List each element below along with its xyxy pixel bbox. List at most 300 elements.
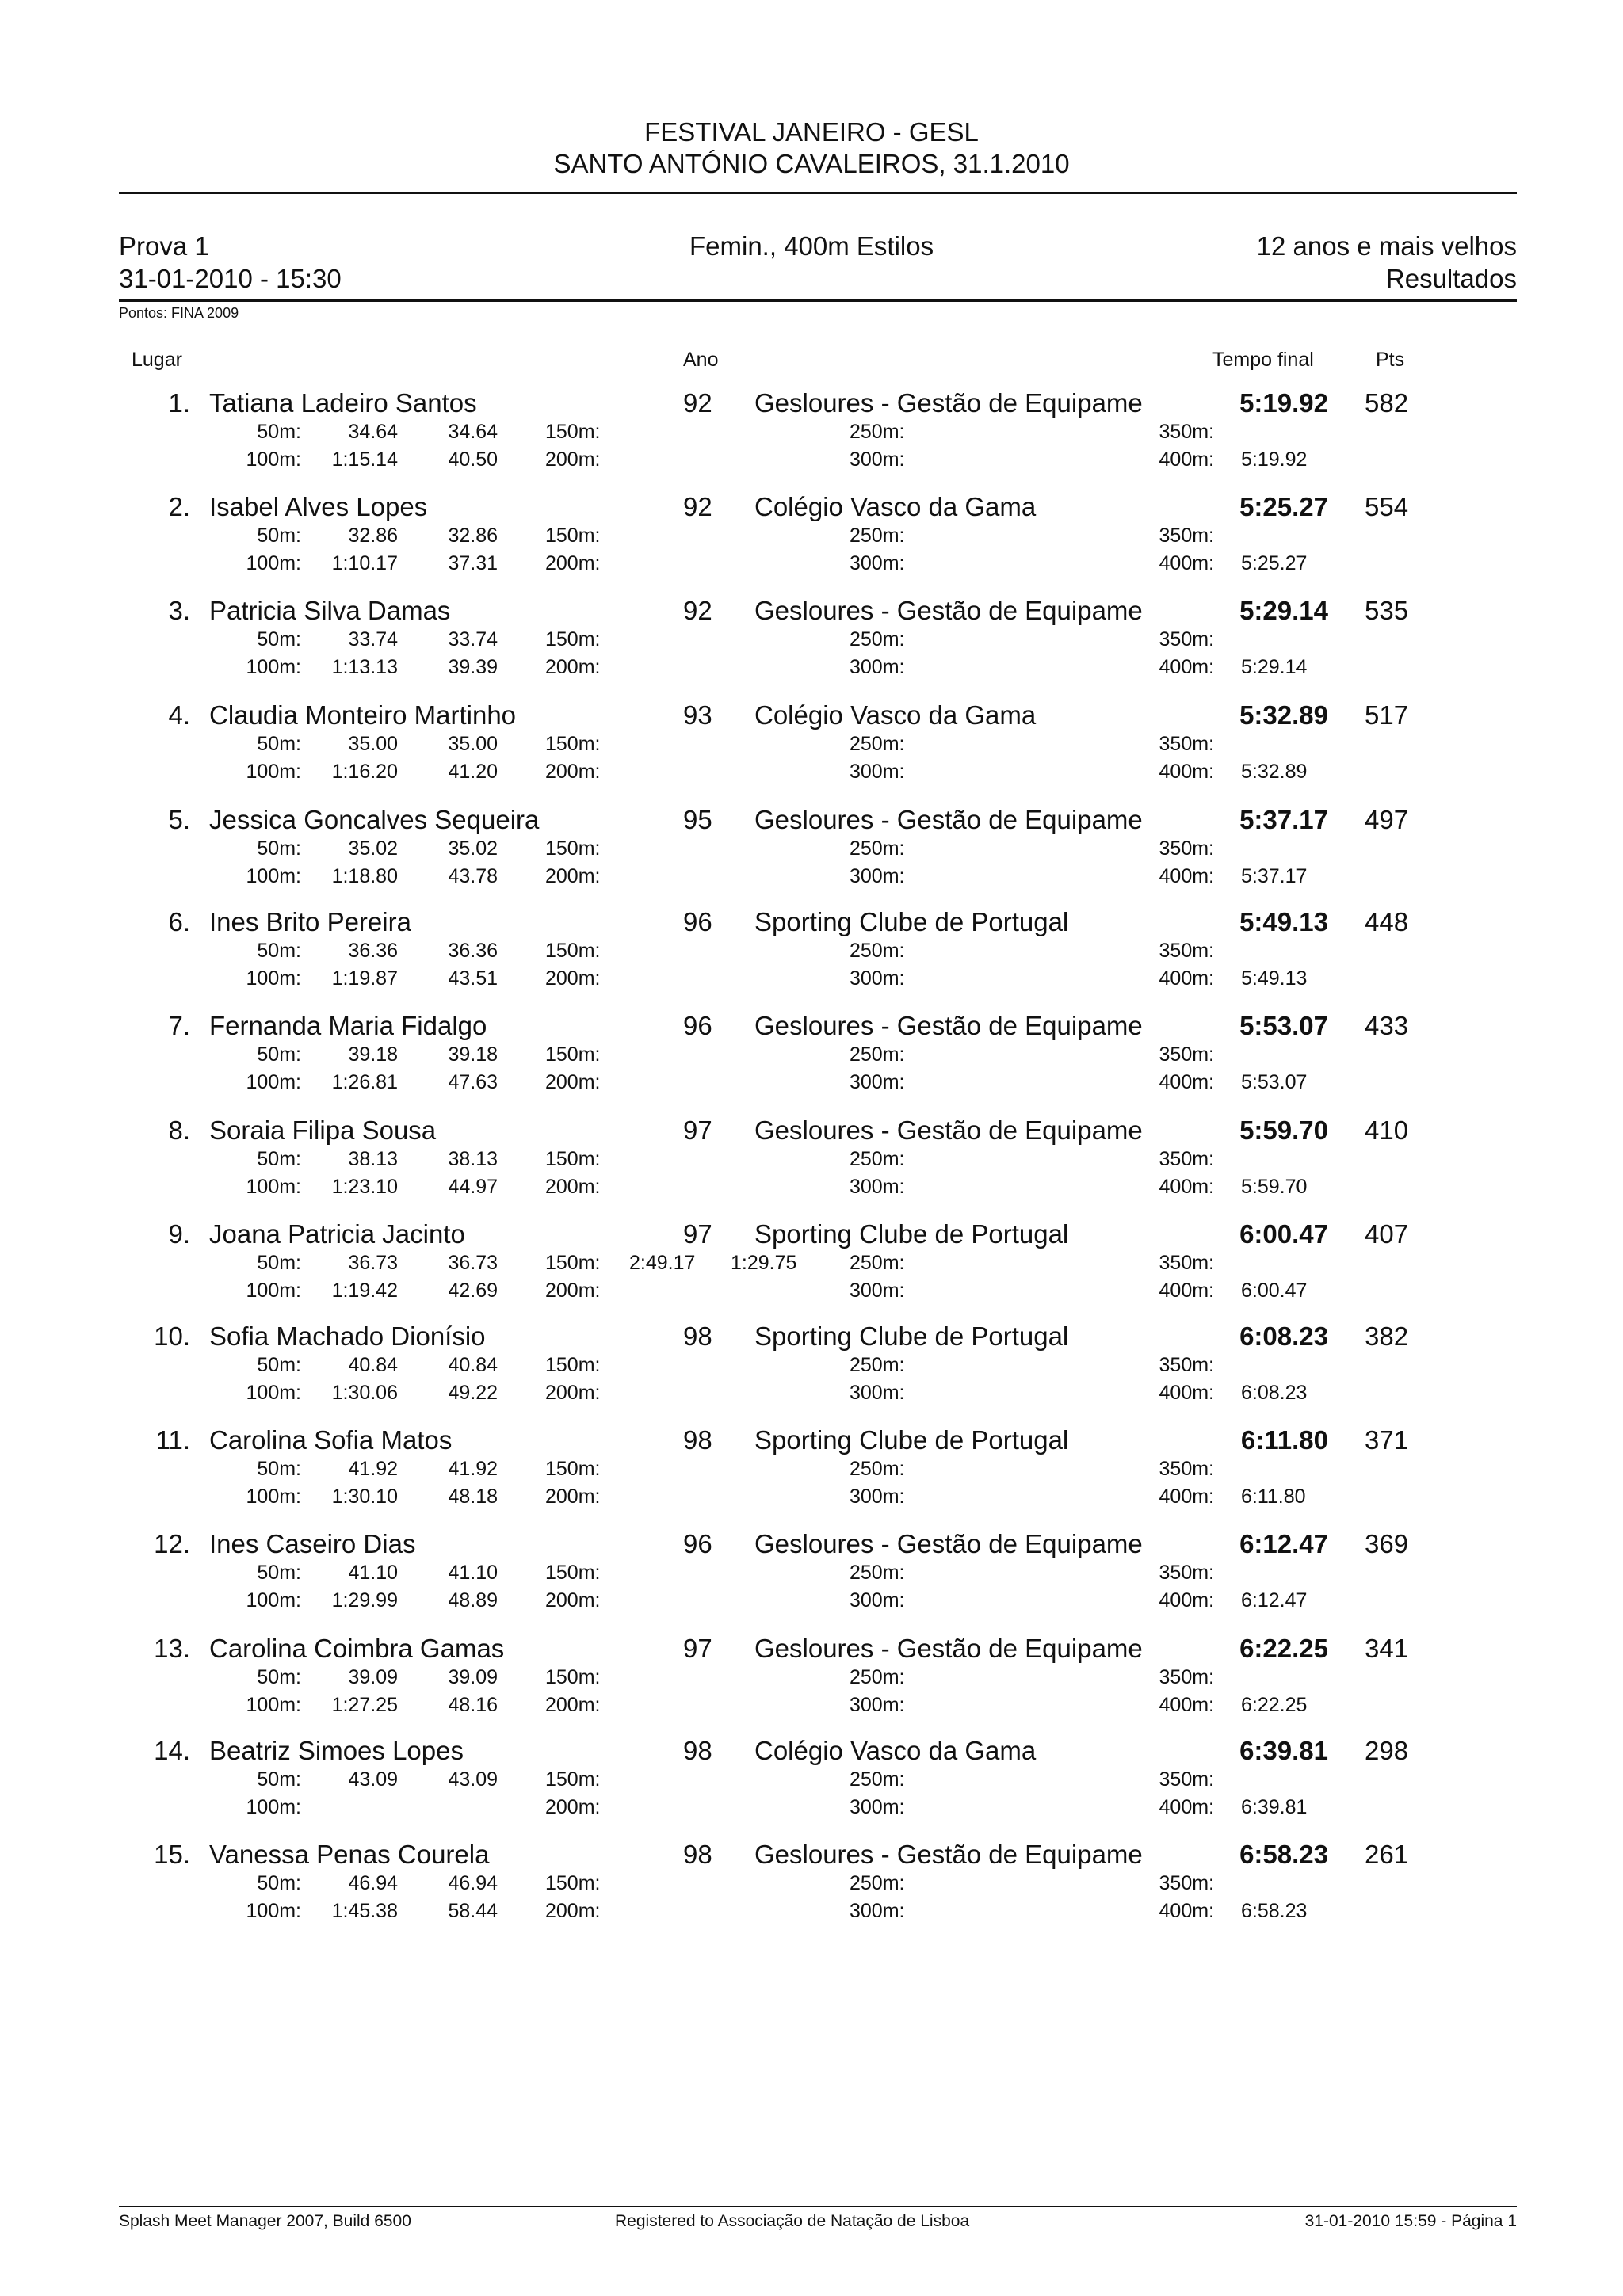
split-label-300m: 300m: [850,448,905,471]
lap-100m: 58.44 [448,1900,498,1922]
split-400m: 6:58.23 [1241,1900,1308,1922]
split-label-100m: 100m: [246,1486,301,1508]
split-label-100m: 100m: [246,1382,301,1404]
final-time: 5:37.17 [1239,805,1328,834]
split-label-100m: 100m: [246,865,301,887]
result-place: 3. [168,596,190,625]
result-place: 2. [168,492,190,521]
swimmer-name: Claudia Monteiro Martinho [209,700,517,730]
split-label-150m: 150m: [545,1666,601,1688]
lap-100m: 43.78 [448,865,498,887]
club-name: Gesloures - Gestão de Equipame [754,1116,1143,1145]
split-100m: 1:26.81 [331,1071,398,1093]
event-datetime: 31-01-2010 - 15:30 [119,264,342,293]
lap-50m: 35.00 [448,733,498,755]
swimmer-name: Fernanda Maria Fidalgo [209,1011,487,1040]
split-50m: 38.13 [348,1148,398,1170]
lap-100m: 43.51 [448,967,498,990]
club-name: Sporting Clube de Portugal [754,907,1069,936]
result-place: 6. [168,907,190,936]
split-label-400m: 400m: [1159,1280,1214,1302]
fina-points: 369 [1365,1529,1409,1558]
split-label-350m: 350m: [1159,524,1214,547]
club-name: Gesloures - Gestão de Equipame [754,1840,1143,1869]
birth-year: 93 [683,700,712,730]
split-50m: 35.02 [348,837,398,860]
club-name: Gesloures - Gestão de Equipame [754,805,1143,834]
lap-100m: 37.31 [448,552,498,574]
club-name: Colégio Vasco da Gama [754,700,1037,730]
result-place: 7. [168,1011,190,1040]
split-400m: 5:59.70 [1241,1176,1308,1198]
split-100m: 1:19.87 [331,967,398,990]
split-label-200m: 200m: [545,1176,601,1198]
club-name: Colégio Vasco da Gama [754,492,1037,521]
swimmer-name: Soraia Filipa Sousa [209,1116,437,1145]
split-label-150m: 150m: [545,421,601,443]
fina-points: 535 [1365,596,1409,625]
lap-50m: 35.02 [448,837,498,860]
split-label-400m: 400m: [1159,1900,1214,1922]
split-label-350m: 350m: [1159,1768,1214,1791]
split-label-250m: 250m: [850,940,905,962]
split-100m: 1:15.14 [331,448,398,471]
split-400m: 6:12.47 [1241,1589,1308,1611]
split-100m: 1:19.42 [331,1280,398,1302]
split-label-150m: 150m: [545,1872,601,1894]
result-place: 1. [168,388,190,418]
split-label-50m: 50m: [257,733,301,755]
swimmer-name: Ines Caseiro Dias [209,1529,416,1558]
split-100m: 1:10.17 [331,552,398,574]
split-label-50m: 50m: [257,1562,301,1584]
split-label-250m: 250m: [850,837,905,860]
split-label-100m: 100m: [246,656,301,678]
lap-100m: 42.69 [448,1280,498,1302]
final-time: 6:00.47 [1239,1219,1328,1249]
final-time: 6:22.25 [1239,1634,1328,1663]
split-50m: 34.64 [348,421,398,443]
split-label-350m: 350m: [1159,940,1214,962]
birth-year: 92 [683,388,712,418]
split-label-400m: 400m: [1159,656,1214,678]
split-label-100m: 100m: [246,1280,301,1302]
fina-points: 407 [1365,1219,1409,1249]
final-time: 5:29.14 [1239,596,1328,625]
event-type: Resultados [1385,264,1517,293]
lap-50m: 43.09 [448,1768,498,1791]
fina-points: 554 [1365,492,1409,521]
fina-points: 298 [1365,1736,1409,1765]
split-label-350m: 350m: [1159,1252,1214,1274]
lap-100m: 40.50 [448,448,498,471]
club-name: Gesloures - Gestão de Equipame [754,1011,1143,1040]
result-place: 11. [155,1425,190,1455]
split-50m: 36.36 [348,940,398,962]
split-label-200m: 200m: [545,967,601,990]
lap-50m: 46.94 [448,1872,498,1894]
split-label-300m: 300m: [850,1382,905,1404]
footer-registration: Registered to Associação de Natação de Lisboa [615,2212,970,2230]
split-label-250m: 250m: [850,1872,905,1894]
lap-50m: 38.13 [448,1148,498,1170]
split-label-400m: 400m: [1159,1176,1214,1198]
split-50m: 41.92 [348,1458,398,1480]
split-label-300m: 300m: [850,1694,905,1716]
split-label-100m: 100m: [246,967,301,990]
club-name: Gesloures - Gestão de Equipame [754,596,1143,625]
split-50m: 32.86 [348,524,398,547]
lap-100m: 49.22 [448,1382,498,1404]
split-label-350m: 350m: [1159,1666,1214,1688]
split-400m: 5:29.14 [1241,656,1308,678]
swimmer-name: Patricia Silva Damas [209,596,451,625]
split-label-300m: 300m: [850,552,905,574]
birth-year: 97 [683,1219,712,1249]
footer-software: Splash Meet Manager 2007, Build 6500 [119,2212,411,2230]
split-label-200m: 200m: [545,1900,601,1922]
club-name: Sporting Clube de Portugal [754,1322,1069,1351]
birth-year: 97 [683,1116,712,1145]
final-time: 5:53.07 [1239,1011,1328,1040]
result-place: 14. [154,1736,190,1765]
final-time: 5:49.13 [1239,907,1328,936]
fina-points: 410 [1365,1116,1409,1145]
split-label-200m: 200m: [545,1589,601,1611]
split-label-200m: 200m: [545,1694,601,1716]
split-50m: 41.10 [348,1562,398,1584]
split-label-150m: 150m: [545,1252,601,1274]
split-label-300m: 300m: [850,1071,905,1093]
points-note: Pontos: FINA 2009 [119,305,239,321]
swimmer-name: Isabel Alves Lopes [209,492,428,521]
split-label-400m: 400m: [1159,1589,1214,1611]
lap-100m: 48.16 [448,1694,498,1716]
split-100m: 1:45.38 [331,1900,398,1922]
split-50m: 39.09 [348,1666,398,1688]
split-label-400m: 400m: [1159,1694,1214,1716]
split-label-200m: 200m: [545,1486,601,1508]
birth-year: 98 [683,1322,712,1351]
final-time: 6:11.80 [1240,1425,1328,1455]
column-header-place: Lugar [132,349,182,371]
swimmer-name: Carolina Coimbra Gamas [209,1634,505,1663]
fina-points: 341 [1365,1634,1409,1663]
split-label-150m: 150m: [545,1148,601,1170]
fina-points: 517 [1365,700,1409,730]
header-divider [119,192,1517,194]
result-place: 4. [168,700,190,730]
lap-150m: 1:29.75 [731,1252,797,1274]
swimmer-name: Ines Brito Pereira [209,907,411,936]
column-header-points: Pts [1376,349,1405,371]
split-400m: 5:19.92 [1241,448,1308,471]
birth-year: 98 [683,1840,712,1869]
split-label-250m: 250m: [850,1354,905,1376]
split-label-350m: 350m: [1159,733,1214,755]
swimmer-name: Tatiana Ladeiro Santos [209,388,477,418]
split-label-100m: 100m: [246,1694,301,1716]
split-label-350m: 350m: [1159,1148,1214,1170]
split-label-50m: 50m: [257,1458,301,1480]
lap-50m: 39.18 [448,1043,498,1066]
birth-year: 95 [683,805,712,834]
club-name: Gesloures - Gestão de Equipame [754,1529,1143,1558]
split-label-50m: 50m: [257,421,301,443]
split-label-50m: 50m: [257,1666,301,1688]
result-place: 12. [154,1529,190,1558]
split-label-50m: 50m: [257,837,301,860]
split-400m: 6:08.23 [1241,1382,1308,1404]
final-time: 5:19.92 [1239,388,1328,418]
split-label-200m: 200m: [545,1796,601,1818]
result-place: 8. [168,1116,190,1145]
final-time: 6:58.23 [1239,1840,1328,1869]
split-label-50m: 50m: [257,628,301,650]
footer-printed: 31-01-2010 15:59 - Página 1 [1304,2212,1517,2230]
result-place: 13. [154,1634,190,1663]
split-label-250m: 250m: [850,1252,905,1274]
split-label-350m: 350m: [1159,1458,1214,1480]
split-label-300m: 300m: [850,1486,905,1508]
swimmer-name: Vanessa Penas Courela [209,1840,490,1869]
split-400m: 6:11.80 [1241,1486,1306,1508]
birth-year: 96 [683,1011,712,1040]
split-label-250m: 250m: [850,1562,905,1584]
birth-year: 98 [683,1425,712,1455]
split-label-350m: 350m: [1159,628,1214,650]
column-header-year: Ano [683,349,719,371]
swimmer-name: Beatriz Simoes Lopes [209,1736,464,1765]
final-time: 6:12.47 [1239,1529,1328,1558]
split-label-400m: 400m: [1159,1796,1214,1818]
result-place: 15. [154,1840,190,1869]
split-label-200m: 200m: [545,865,601,887]
event-description: Femin., 400m Estilos [689,231,934,261]
split-label-300m: 300m: [850,865,905,887]
split-label-300m: 300m: [850,1796,905,1818]
lap-100m: 41.20 [448,761,498,783]
split-label-300m: 300m: [850,1280,905,1302]
split-100m: 1:29.99 [331,1589,398,1611]
split-100m: 1:30.06 [331,1382,398,1404]
fina-points: 582 [1365,388,1409,418]
split-label-150m: 150m: [545,524,601,547]
lap-50m: 33.74 [448,628,498,650]
split-400m: 5:32.89 [1241,761,1308,783]
split-label-200m: 200m: [545,552,601,574]
fina-points: 382 [1365,1322,1409,1351]
club-name: Sporting Clube de Portugal [754,1219,1069,1249]
split-label-400m: 400m: [1159,761,1214,783]
split-label-150m: 150m: [545,940,601,962]
split-label-50m: 50m: [257,940,301,962]
split-400m: 6:00.47 [1241,1280,1308,1302]
split-label-150m: 150m: [545,1768,601,1791]
split-label-50m: 50m: [257,1252,301,1274]
split-label-100m: 100m: [246,1900,301,1922]
final-time: 5:59.70 [1239,1116,1328,1145]
split-label-400m: 400m: [1159,967,1214,990]
final-time: 5:25.27 [1239,492,1328,521]
split-label-50m: 50m: [257,1872,301,1894]
club-name: Sporting Clube de Portugal [754,1425,1069,1455]
lap-100m: 48.89 [448,1589,498,1611]
split-label-350m: 350m: [1159,1872,1214,1894]
split-50m: 39.18 [348,1043,398,1066]
lap-50m: 41.10 [448,1562,498,1584]
split-label-400m: 400m: [1159,552,1214,574]
split-label-300m: 300m: [850,1900,905,1922]
split-50m: 35.00 [348,733,398,755]
fina-points: 497 [1365,805,1409,834]
split-label-100m: 100m: [246,1176,301,1198]
meet-subtitle: SANTO ANTÓNIO CAVALEIROS, 31.1.2010 [553,149,1070,178]
split-400m: 6:22.25 [1241,1694,1308,1716]
footer-divider [119,2206,1517,2207]
birth-year: 92 [683,596,712,625]
club-name: Colégio Vasco da Gama [754,1736,1037,1765]
split-label-50m: 50m: [257,1148,301,1170]
split-label-350m: 350m: [1159,837,1214,860]
lap-100m: 44.97 [448,1176,498,1198]
event-number: Prova 1 [119,231,209,261]
split-label-50m: 50m: [257,1768,301,1791]
split-label-250m: 250m: [850,1768,905,1791]
event-category: 12 anos e mais velhos [1256,231,1517,261]
split-label-200m: 200m: [545,448,601,471]
split-label-250m: 250m: [850,1148,905,1170]
split-label-250m: 250m: [850,421,905,443]
split-50m: 36.73 [348,1252,398,1274]
lap-50m: 32.86 [448,524,498,547]
split-label-200m: 200m: [545,1382,601,1404]
final-time: 6:39.81 [1239,1736,1328,1765]
split-label-200m: 200m: [545,656,601,678]
split-400m: 6:39.81 [1241,1796,1308,1818]
split-400m: 5:37.17 [1241,865,1308,887]
split-label-100m: 100m: [246,448,301,471]
split-label-250m: 250m: [850,1458,905,1480]
split-400m: 5:25.27 [1241,552,1308,574]
split-label-350m: 350m: [1159,1043,1214,1066]
split-label-150m: 150m: [545,1354,601,1376]
birth-year: 96 [683,1529,712,1558]
lap-50m: 40.84 [448,1354,498,1376]
split-label-100m: 100m: [246,761,301,783]
split-400m: 5:49.13 [1241,967,1308,990]
swimmer-name: Joana Patricia Jacinto [209,1219,465,1249]
club-name: Gesloures - Gestão de Equipame [754,1634,1143,1663]
split-label-400m: 400m: [1159,1486,1214,1508]
event-divider [119,299,1517,302]
swimmer-name: Sofia Machado Dionísio [209,1322,486,1351]
column-header-final-time: Tempo final [1212,349,1314,371]
fina-points: 433 [1365,1011,1409,1040]
fina-points: 371 [1365,1425,1409,1455]
split-label-50m: 50m: [257,1354,301,1376]
swimmer-name: Carolina Sofia Matos [209,1425,453,1455]
split-label-200m: 200m: [545,761,601,783]
birth-year: 92 [683,492,712,521]
split-label-250m: 250m: [850,1043,905,1066]
lap-50m: 41.92 [448,1458,498,1480]
split-label-250m: 250m: [850,524,905,547]
split-label-350m: 350m: [1159,1354,1214,1376]
split-50m: 43.09 [348,1768,398,1791]
split-150m: 2:49.17 [629,1252,696,1274]
split-50m: 33.74 [348,628,398,650]
split-label-300m: 300m: [850,656,905,678]
split-label-300m: 300m: [850,1589,905,1611]
split-label-100m: 100m: [246,1071,301,1093]
result-place: 9. [168,1219,190,1249]
split-label-300m: 300m: [850,761,905,783]
split-label-400m: 400m: [1159,865,1214,887]
split-400m: 5:53.07 [1241,1071,1308,1093]
club-name: Gesloures - Gestão de Equipame [754,388,1143,418]
lap-100m: 47.63 [448,1071,498,1093]
birth-year: 98 [683,1736,712,1765]
lap-50m: 36.36 [448,940,498,962]
split-label-50m: 50m: [257,1043,301,1066]
birth-year: 97 [683,1634,712,1663]
split-50m: 40.84 [348,1354,398,1376]
split-label-300m: 300m: [850,967,905,990]
split-50m: 46.94 [348,1872,398,1894]
split-label-150m: 150m: [545,1458,601,1480]
split-label-150m: 150m: [545,837,601,860]
split-label-100m: 100m: [246,1589,301,1611]
split-100m: 1:27.25 [331,1694,398,1716]
split-label-350m: 350m: [1159,421,1214,443]
split-label-200m: 200m: [545,1280,601,1302]
lap-50m: 36.73 [448,1252,498,1274]
split-label-400m: 400m: [1159,1071,1214,1093]
split-label-100m: 100m: [246,552,301,574]
split-label-150m: 150m: [545,733,601,755]
split-label-250m: 250m: [850,628,905,650]
lap-50m: 34.64 [448,421,498,443]
split-label-350m: 350m: [1159,1562,1214,1584]
split-100m: 1:30.10 [331,1486,398,1508]
split-label-100m: 100m: [246,1796,301,1818]
result-place: 5. [168,805,190,834]
split-100m: 1:13.13 [331,656,398,678]
split-label-150m: 150m: [545,1043,601,1066]
split-label-300m: 300m: [850,1176,905,1198]
split-label-250m: 250m: [850,733,905,755]
lap-100m: 48.18 [448,1486,498,1508]
split-label-250m: 250m: [850,1666,905,1688]
fina-points: 261 [1365,1840,1409,1869]
final-time: 5:32.89 [1239,700,1328,730]
result-place: 10. [154,1322,190,1351]
split-label-400m: 400m: [1159,1382,1214,1404]
final-time: 6:08.23 [1239,1322,1328,1351]
split-100m: 1:16.20 [331,761,398,783]
fina-points: 448 [1365,907,1409,936]
birth-year: 96 [683,907,712,936]
meet-title: FESTIVAL JANEIRO - GESL [644,117,979,147]
split-label-150m: 150m: [545,1562,601,1584]
split-100m: 1:23.10 [331,1176,398,1198]
split-label-50m: 50m: [257,524,301,547]
split-label-200m: 200m: [545,1071,601,1093]
split-label-150m: 150m: [545,628,601,650]
lap-50m: 39.09 [448,1666,498,1688]
split-100m: 1:18.80 [331,865,398,887]
